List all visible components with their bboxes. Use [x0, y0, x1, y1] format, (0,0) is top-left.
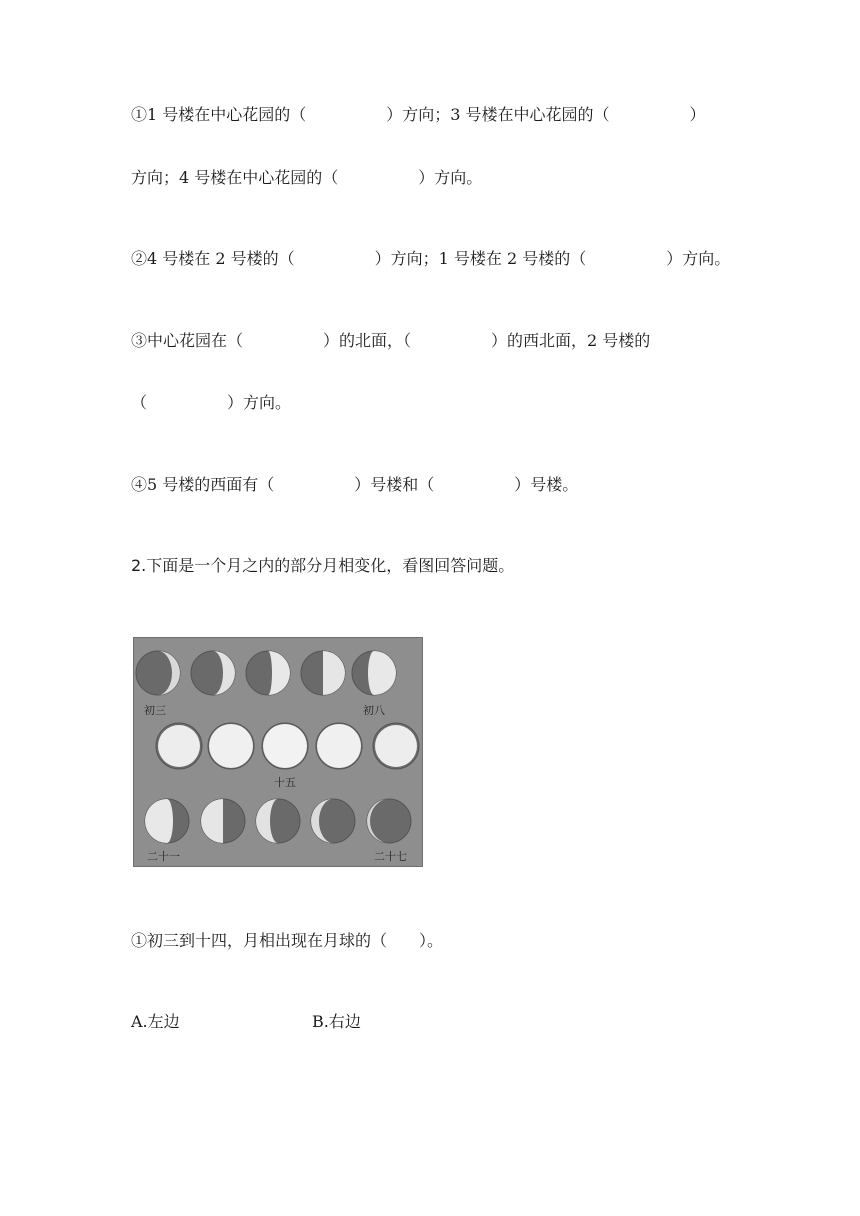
moon-day-27: [367, 799, 411, 843]
moon-phase-diagram: [134, 638, 422, 866]
label-day-3: 初三: [144, 704, 166, 717]
label-day-15: 十五: [274, 776, 296, 789]
q2-sub1: ①初三到十四，月相出现在月球的（ ）。: [131, 931, 444, 950]
label-day-8: 初八: [363, 704, 385, 717]
label-day-27: 二十七: [374, 850, 407, 863]
q1-item2: ②4 号楼在 2 号楼的（ ）方向；1 号楼在 2 号楼的（ ）方向。: [131, 249, 731, 268]
moon-day-22: [201, 799, 245, 843]
moon-day-18: [373, 723, 419, 769]
choice-b[interactable]: B.右边: [312, 1012, 361, 1031]
moon-day-3: [136, 651, 180, 695]
q2-title: 2.下面是一个月之内的部分月相变化，看图回答问题。: [131, 556, 515, 575]
moon-phase-figure: [133, 637, 423, 867]
q1-item3-line1: ③中心花园在（ ）的北面，（ ）的西北面，2 号楼的: [131, 331, 651, 350]
moon-day-15: [262, 723, 308, 769]
moon-day-16: [316, 723, 362, 769]
moon-day-14: [208, 723, 254, 769]
moon-day-21: [145, 799, 189, 843]
label-day-21: 二十一: [147, 850, 180, 863]
moon-day-12: [156, 723, 202, 769]
moon-day-4: [191, 651, 235, 695]
moon-day-6: [246, 651, 290, 695]
moon-day-24: [256, 799, 300, 843]
moon-day-8: [352, 651, 396, 695]
q1-item1-line2: 方向；4 号楼在中心花园的（ ）方向。: [131, 168, 483, 187]
moon-day-7: [301, 651, 345, 695]
choice-a[interactable]: A.左边: [131, 1012, 180, 1031]
q1-item1-line1: ①1 号楼在中心花园的（ ）方向；3 号楼在中心花园的（ ）: [131, 105, 706, 124]
moon-day-25: [311, 799, 355, 843]
q1-item3-line2: （ ）方向。: [131, 393, 292, 412]
q1-item4: ④5 号楼的西面有（ ）号楼和（ ）号楼。: [131, 475, 579, 494]
